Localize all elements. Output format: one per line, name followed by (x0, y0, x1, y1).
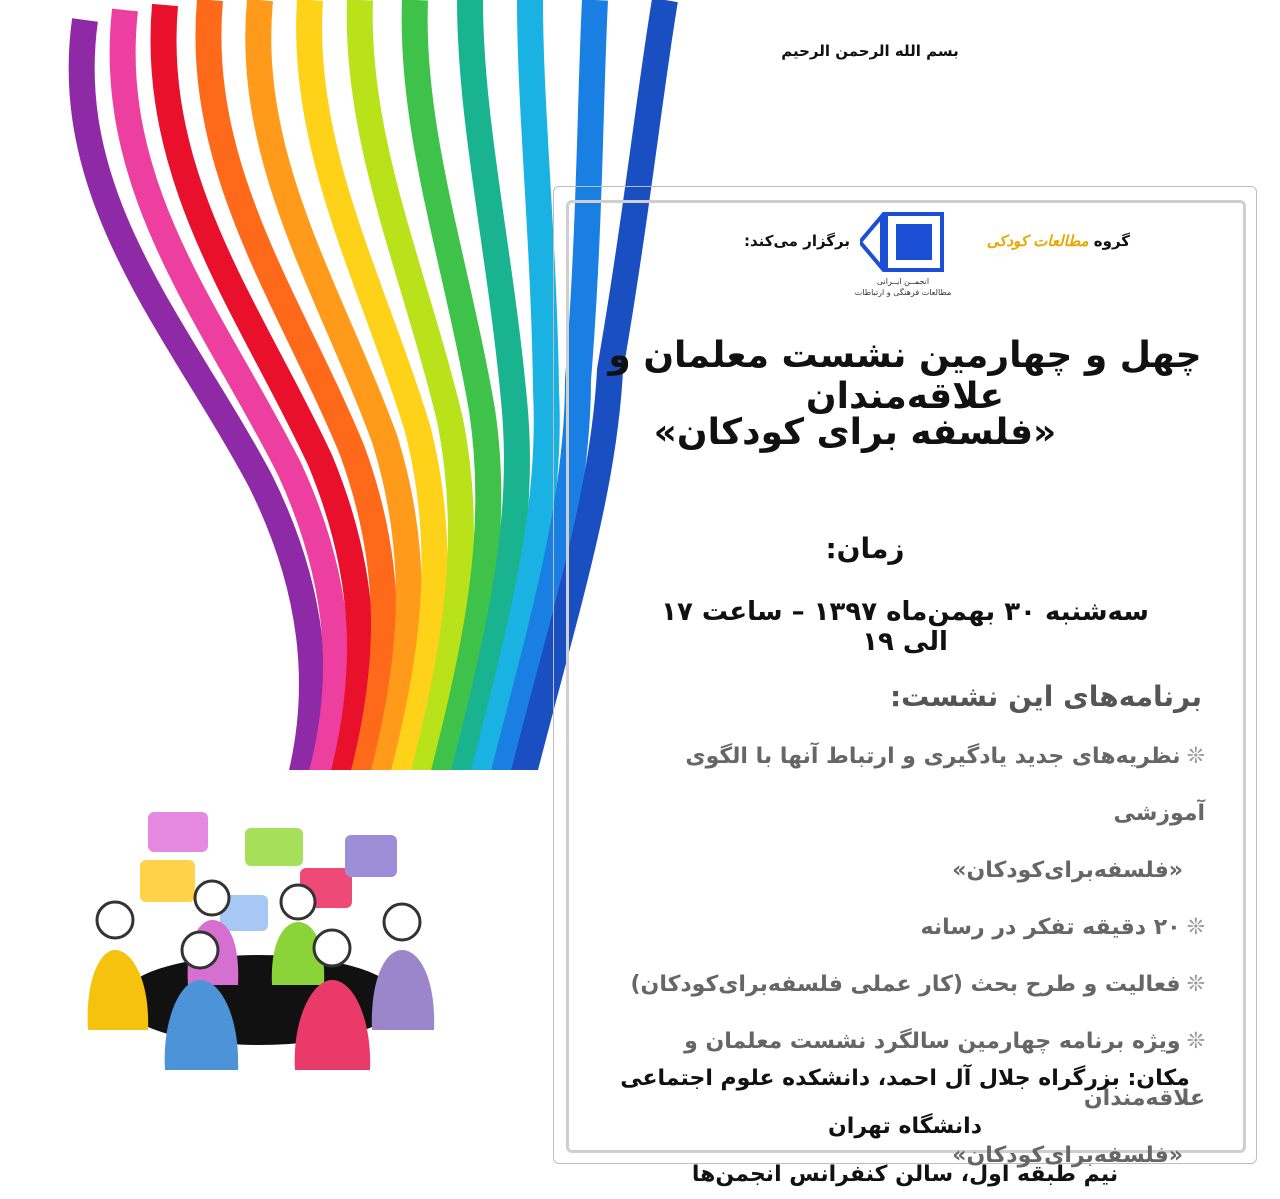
bullet-icon: ❊ (1186, 972, 1205, 997)
program-item-continuation: «فلسفه‌برای‌کودکان» (952, 858, 1183, 883)
logo-caption (848, 276, 958, 298)
program-item-text: نظریه‌های جدید یادگیری و ارتباط آنها با الگوی آموزشی (685, 744, 1205, 826)
program-heading: برنامه‌های این نشست: (889, 680, 1202, 713)
bullet-icon: ❊ (1186, 1029, 1205, 1054)
bullet-icon: ❊ (1186, 915, 1205, 940)
event-title: چهل و چهارمین نشست معلمان و علاقه‌مندان (608, 335, 1202, 417)
basmala-heading: بسم الله الرحمن الرحیم (781, 42, 959, 60)
logo-caption-line2: مطالعات فرهنگی و ارتباطات (854, 288, 952, 297)
venue-block (585, 1055, 1225, 1199)
speech-bubble-icon (245, 828, 303, 866)
venue-line1: مکان: بزرگراه جلال آل احمد، دانشکده علوم اجتماعی دانشگاه تهران (620, 1066, 1190, 1139)
bullet-icon: ❊ (1186, 744, 1205, 769)
speech-bubble-icon (140, 860, 195, 902)
association-logo-icon (860, 212, 950, 272)
logo-caption-line1: انجمــن ایــرانی (876, 277, 930, 286)
person-icon (372, 904, 434, 1030)
event-subtitle: «فلسفه برای کودکان» (653, 412, 1057, 453)
discussion-group-illustration (60, 790, 460, 1090)
organizer-hosts-text: برگزار می‌کند: (744, 232, 850, 250)
speech-bubble-icon (148, 812, 208, 852)
venue-line2: نیم طبقه اول، سالن کنفرانس انجمن‌ها (691, 1162, 1119, 1187)
speech-bubble-icon (345, 835, 397, 877)
program-item-text: ویژه برنامه چهارمین سالگرد نشست معلمان و علاقه‌مندان (684, 1029, 1205, 1111)
program-item (605, 728, 1205, 842)
program-item (605, 956, 1205, 1013)
organizer-group (987, 232, 1130, 250)
program-item-text: فعالیت و طرح بحث (کار عملی فلسفه‌برای‌کودکان) (630, 972, 1181, 997)
program-item (605, 899, 1205, 956)
group-name: مطالعات کودکی (986, 232, 1089, 250)
organizer-row (730, 212, 1130, 302)
person-icon (272, 885, 324, 985)
program-item-text: ۲۰ دقیقه تفکر در رسانه (920, 915, 1181, 940)
group-word: گروه (1093, 232, 1130, 250)
person-icon (88, 902, 149, 1030)
program-item-continuation: «فلسفه‌برای‌کودکان» (952, 1143, 1183, 1168)
time-value: سه‌شنبه ۳۰ بهمن‌ماه ۱۳۹۷ – ساعت ۱۷ الی ۱۹ (661, 597, 1149, 657)
time-label: زمان: (825, 532, 905, 565)
